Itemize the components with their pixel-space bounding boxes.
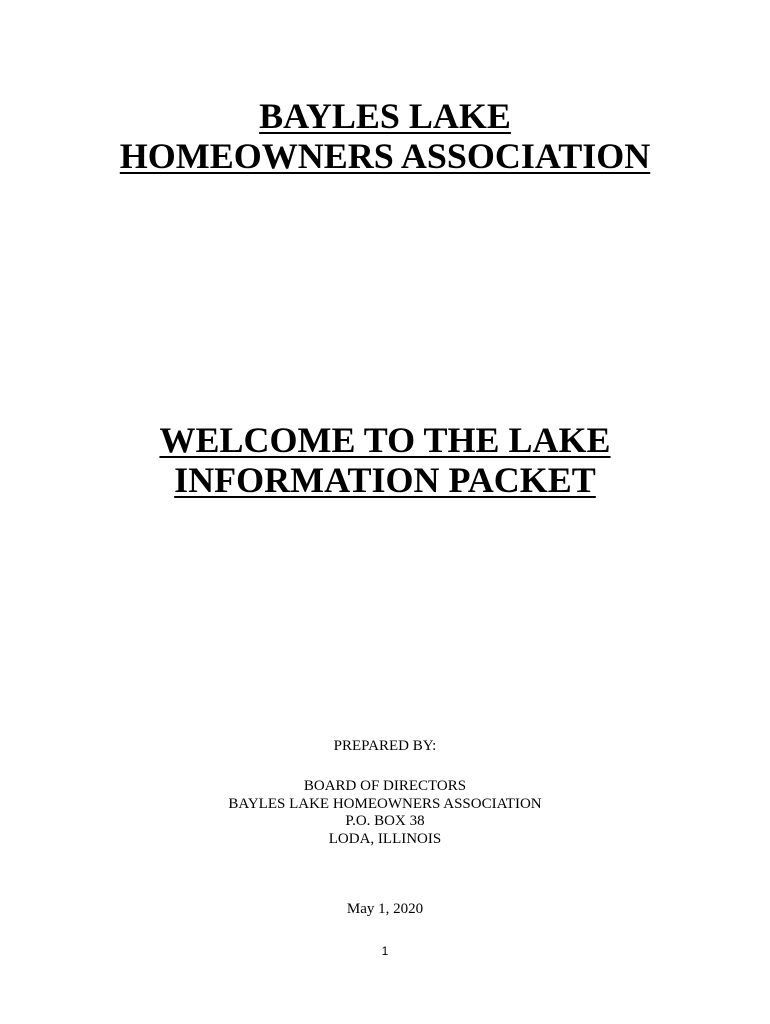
address-line-association: BAYLES LAKE HOMEOWNERS ASSOCIATION [228,795,542,812]
prepared-by-label: PREPARED BY: [333,738,437,754]
packet-title [0,420,770,500]
packet-title-line-2-text: INFORMATION PACKET [174,460,596,500]
packet-title-line-1-text: WELCOME TO THE LAKE [159,420,611,460]
author-address-block [0,778,770,848]
address-line-po-box: P.O. BOX 38 [345,813,425,829]
organization-title [0,96,770,176]
packet-title-line-1 [0,420,770,460]
organization-title-line-1 [0,96,770,136]
organization-title-line-2-text: HOMEOWNERS ASSOCIATION [119,136,651,176]
address-line-board: BOARD OF DIRECTORS [303,778,467,794]
document-date: May 1, 2020 [346,901,424,917]
packet-title-line-2 [0,460,770,500]
organization-title-line-2 [0,136,770,176]
address-line-city: LODA, ILLINOIS [328,830,442,847]
page-number: 1 [381,944,389,958]
organization-title-line-1-text: BAYLES LAKE [259,96,511,136]
